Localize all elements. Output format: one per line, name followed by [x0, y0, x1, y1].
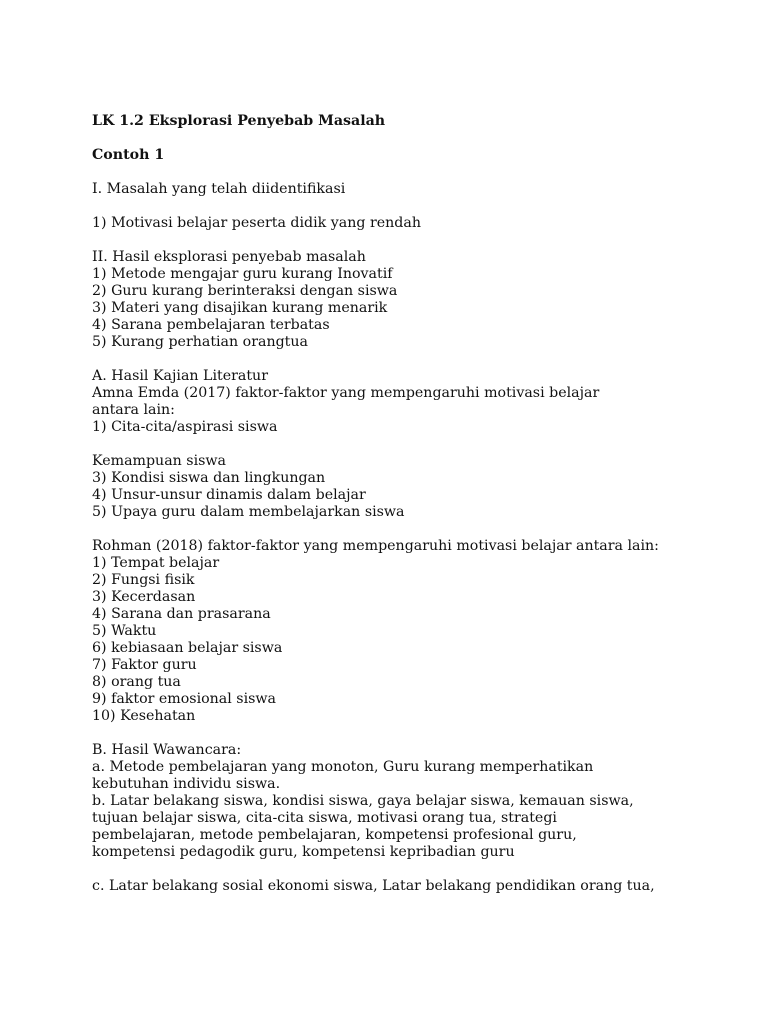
- interview-item-c: c. Latar belakang sosial ekonomi siswa, Latar belakang pendidikan orang tua,: [92, 878, 655, 894]
- interview-item-a: a. Metode pembelajaran yang monoton, Guru kurang memperhatikan kebutuhan individu siswa.: [92, 759, 594, 792]
- section-1-list: [92, 215, 732, 232]
- list-item: 4) Sarana pembelajaran terbatas: [92, 317, 330, 333]
- list-item: 6) kebiasaan belajar siswa: [92, 640, 283, 656]
- document-page: [92, 113, 732, 912]
- list-item: 4) Sarana dan prasarana: [92, 606, 271, 622]
- list-item: 3) Materi yang disajikan kurang menarik: [92, 300, 388, 316]
- list-item: Kemampuan siswa: [92, 453, 227, 469]
- document-subtitle: Contoh 1: [92, 147, 165, 163]
- list-item: 1) Cita-cita/aspirasi siswa: [92, 419, 278, 435]
- list-item: 3) Kecerdasan: [92, 589, 196, 605]
- list-item: 5) Waktu: [92, 623, 157, 639]
- section-2: [92, 249, 732, 351]
- section-1-heading: I. Masalah yang telah diidentifikasi: [92, 181, 346, 197]
- list-item: 1) Motivasi belajar peserta didik yang rendah: [92, 215, 421, 231]
- section-a-heading: A. Hasil Kajian Literatur: [92, 368, 268, 384]
- section-1: [92, 181, 732, 198]
- list-item: 8) orang tua: [92, 674, 181, 690]
- list-item: 7) Faktor guru: [92, 657, 197, 673]
- section-b-c: [92, 878, 732, 895]
- list-item: 5) Kurang perhatian orangtua: [92, 334, 308, 350]
- list-item: 2) Guru kurang berinteraksi dengan siswa: [92, 283, 398, 299]
- list-item: 3) Kondisi siswa dan lingkungan: [92, 470, 326, 486]
- section-2-heading: II. Hasil eksplorasi penyebab masalah: [92, 249, 366, 265]
- section-a-list-2: [92, 453, 732, 521]
- list-item: 4) Unsur-unsur dinamis dalam belajar: [92, 487, 366, 503]
- list-item: 2) Fungsi fisik: [92, 572, 195, 588]
- interview-item-b: b. Latar belakang siswa, kondisi siswa, gaya belajar siswa, kemauan siswa, tujuan belajar siswa, cita-cita siswa, motivasi orang tua, strategi pembelajaran, metode pembelajaran, kompetensi profesional guru, kompetensi pedagodik guru, kompetensi kepribadian guru: [92, 793, 634, 860]
- list-item: 5) Upaya guru dalam membelajarkan siswa: [92, 504, 405, 520]
- section-a: [92, 368, 732, 436]
- amna-intro: Amna Emda (2017) faktor-faktor yang mempengaruhi motivasi belajar antara lain:: [92, 385, 600, 418]
- section-b-heading: B. Hasil Wawancara:: [92, 742, 242, 758]
- list-item: 10) Kesehatan: [92, 708, 196, 724]
- section-a-rohman: [92, 538, 732, 725]
- list-item: 1) Tempat belajar: [92, 555, 220, 571]
- section-b: [92, 742, 732, 861]
- list-item: 9) faktor emosional siswa: [92, 691, 277, 707]
- list-item: 1) Metode mengajar guru kurang Inovatif: [92, 266, 393, 282]
- rohman-intro: Rohman (2018) faktor-faktor yang mempengaruhi motivasi belajar antara lain:: [92, 538, 659, 554]
- document-title: LK 1.2 Eksplorasi Penyebab Masalah: [92, 113, 386, 129]
